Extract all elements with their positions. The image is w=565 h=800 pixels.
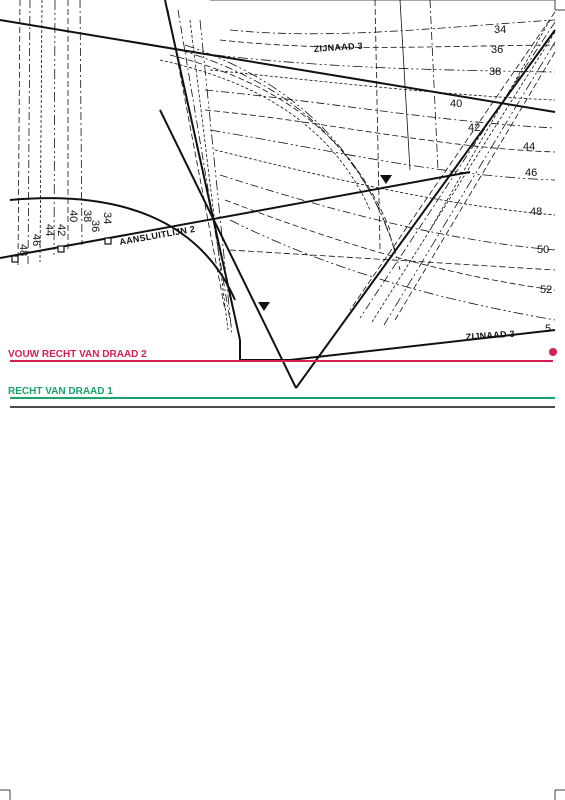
size-label: 38 — [489, 66, 502, 78]
fold-grain-label: VOUW RECHT VAN DRAAD 2 — [8, 349, 147, 360]
size-label: 50 — [537, 244, 550, 256]
fold-marker-dot — [549, 348, 557, 356]
size-label: 40 — [450, 98, 463, 110]
seam-label-top: ZIJNAAD 3 — [313, 40, 364, 54]
size-label: 5 — [545, 323, 552, 335]
size-label: 44 — [43, 224, 55, 237]
size-label: 42 — [55, 224, 67, 237]
size-label: 44 — [523, 141, 536, 153]
size-label: 48 — [17, 244, 29, 257]
reference-lines — [210, 0, 555, 270]
join-line-label: AANSLUITLIJN 2 — [118, 223, 196, 247]
size-label: 36 — [89, 220, 101, 233]
size-label: 42 — [468, 122, 481, 134]
size-label: 48 — [530, 206, 543, 218]
size-label: 34 — [101, 212, 113, 225]
size-label: 46 — [525, 167, 538, 179]
size-numbers-left — [17, 210, 113, 256]
size-label: 36 — [491, 44, 504, 56]
size-lines — [18, 0, 555, 335]
size-label: 38 — [81, 210, 93, 223]
solid-outline-lines — [0, 0, 555, 388]
size-label: 34 — [494, 24, 507, 36]
size-label: 52 — [540, 284, 553, 296]
seam-label-bottom: ZIJNAAD 3 — [465, 328, 516, 342]
size-label: 46 — [30, 234, 42, 247]
size-label: 40 — [67, 210, 79, 223]
grain-label: RECHT VAN DRAAD 1 — [8, 386, 113, 397]
